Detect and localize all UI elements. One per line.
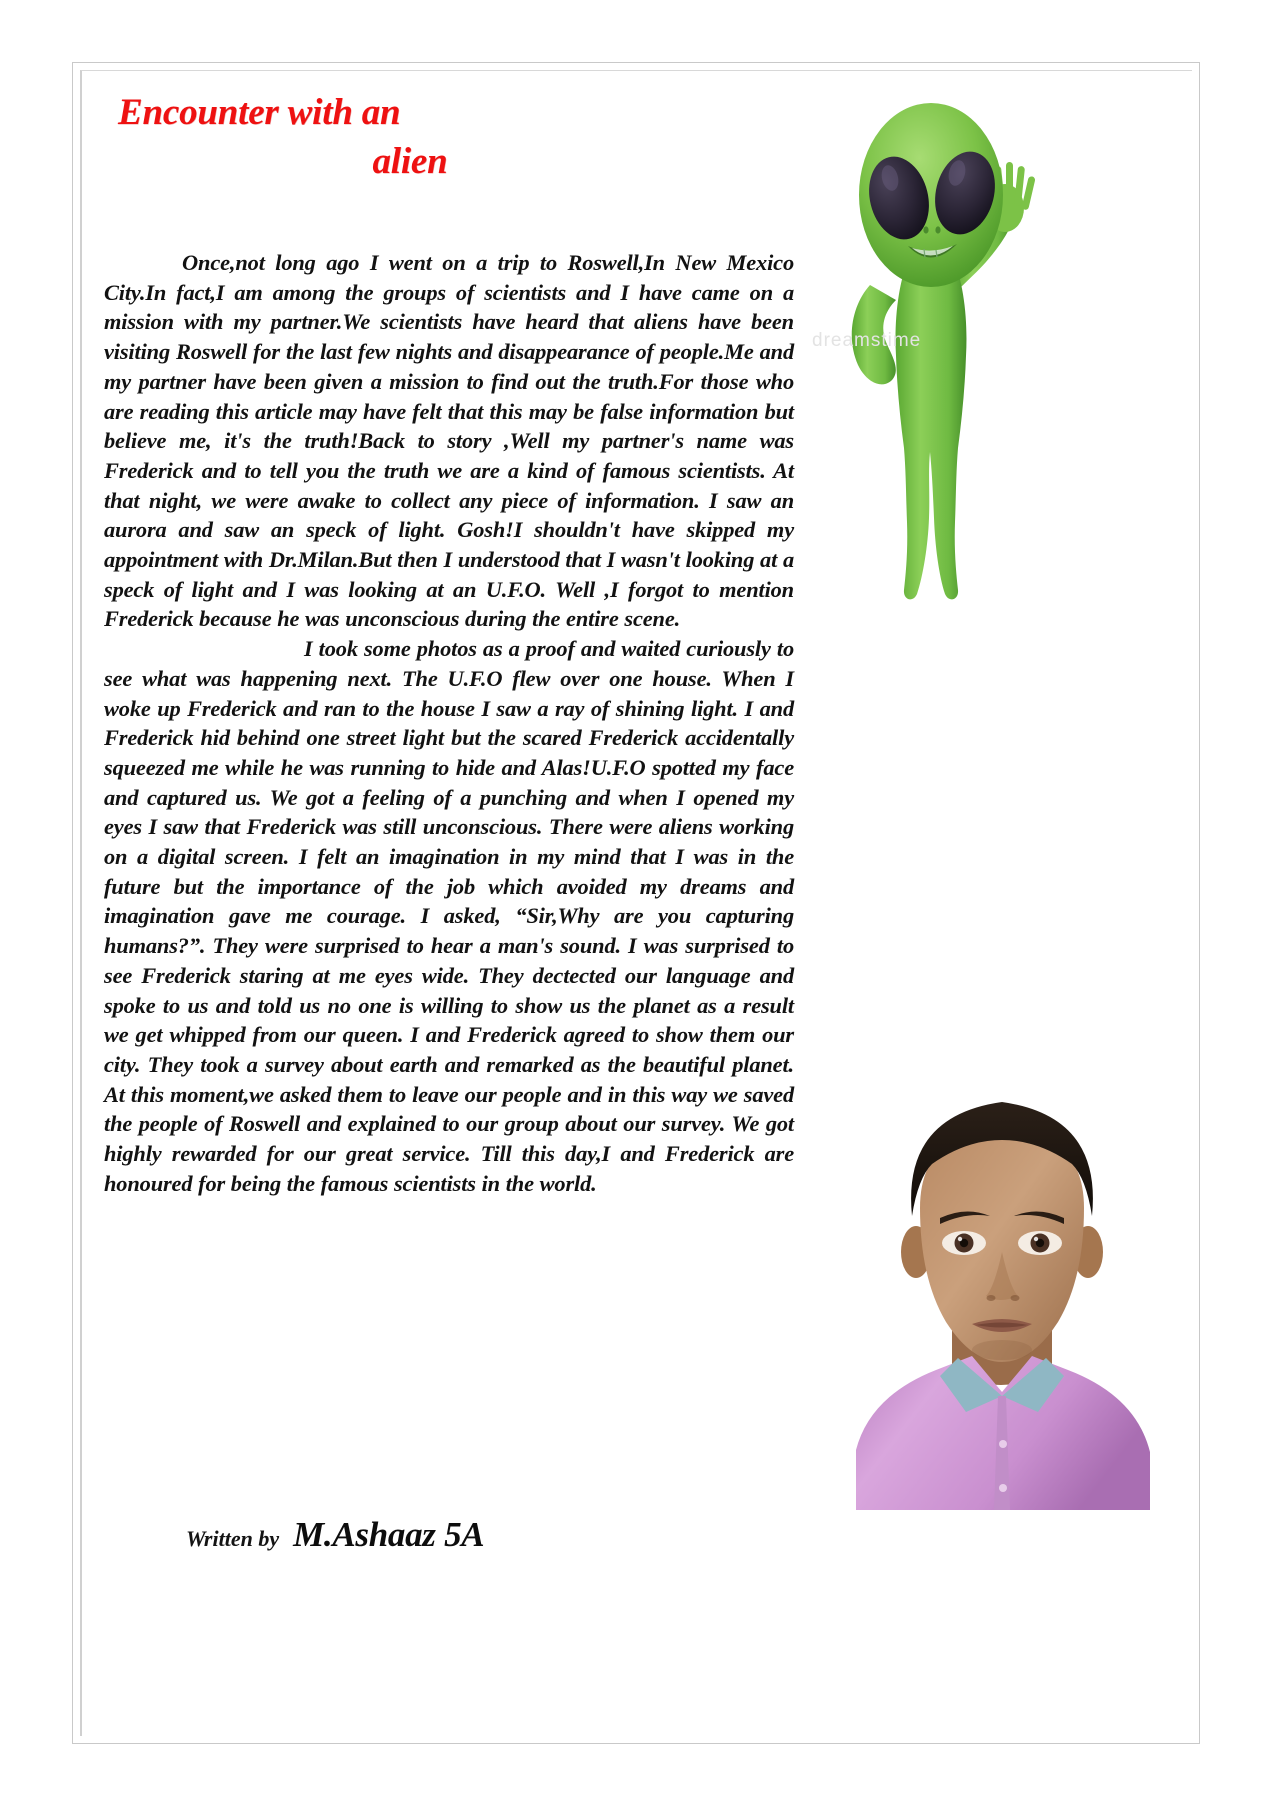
photo-shirt-button-1 xyxy=(999,1440,1007,1448)
photo-top-fade xyxy=(840,1040,1170,1160)
alien-nostril-left xyxy=(923,226,928,233)
author-photo xyxy=(840,1040,1170,1510)
photo-eye-highlight-left xyxy=(958,1237,962,1241)
photo-eye-highlight-right xyxy=(1034,1237,1038,1241)
photo-nostril-right xyxy=(1011,1295,1020,1301)
signature-author-name: M.Ashaaz 5A xyxy=(293,1515,485,1554)
article-paragraph-1: Once,not long ago I went on a trip to Roswell,In New Mexico City.In fact,I am among the groups of scientists and I have came on a mission with my partner.We scientists have heard that aliens have been visiting Roswell for the last few nights and disappearance of people.Me and my partner have been given a mission to find out the truth.For those who are reading this article may have felt that this may be false information but believe me, it's the truth!Back to story ,Well my partner's name was Frederick and to tell you the truth we are a kind of famous scientists. At that night, we were awake to collect any piece of information. I saw an aurora and saw an speck of light. Gosh!I shouldn't have skipped my appointment with Dr.Milan.But then I understood that I wasn't looking at a speck of light and I was looking at an U.F.O. Well ,I forgot to mention Frederick because he was unconscious during the entire scene. xyxy=(104,250,794,632)
photo-chin-shadow xyxy=(972,1340,1032,1360)
alien-nostril-right xyxy=(935,226,940,233)
stock-photo-watermark: dreamstime xyxy=(812,330,922,351)
author-signature xyxy=(186,1515,484,1555)
article-body xyxy=(104,248,794,1199)
photo-shirt-button-2 xyxy=(999,1484,1007,1492)
photo-nostril-left xyxy=(987,1295,996,1301)
article-paragraph-2: I took some photos as a proof and waited curiously to see what was happening next. The U.F.O flew over one house. When I woke up Frederick and ran to the house I saw a ray of shining light. I and Frederick hid behind one street light but the scared Frederick accidentally squeezed me while he was running to hide and Alas!U.F.O spotted my face and captured us. We got a feeling of a punching and when I opened my eyes I saw that Frederick was still unconscious. There were aliens working on a digital screen. I felt an imagination in my mind that I was in the future but the importance of the job which avoided my dreams and imagination gave me courage. I asked, “Sir,Why are you capturing humans?”. They were surprised to hear a man's sound. I was surprised to see Frederick staring at me eyes wide. They dectected our language and spoke to us and told us no one is willing to show us the planet as a result we get whipped from our queen. I and Frederick agreed to show them our city. They took a survey about earth and remarked as the beautiful planet. At this moment,we asked them to leave our people and in this way we saved the people of Roswell and explained to our group about our survey. We got highly rewarded for our great service. Till this day,I and Frederick are honoured for being the famous scientists in the world. xyxy=(104,636,794,1196)
article-title-line-1: Encounter with an xyxy=(118,92,401,133)
article-title-line-2: alien xyxy=(372,141,448,182)
alien-body xyxy=(896,250,967,599)
article-title xyxy=(110,88,670,186)
signature-prefix: Written by xyxy=(186,1526,280,1551)
